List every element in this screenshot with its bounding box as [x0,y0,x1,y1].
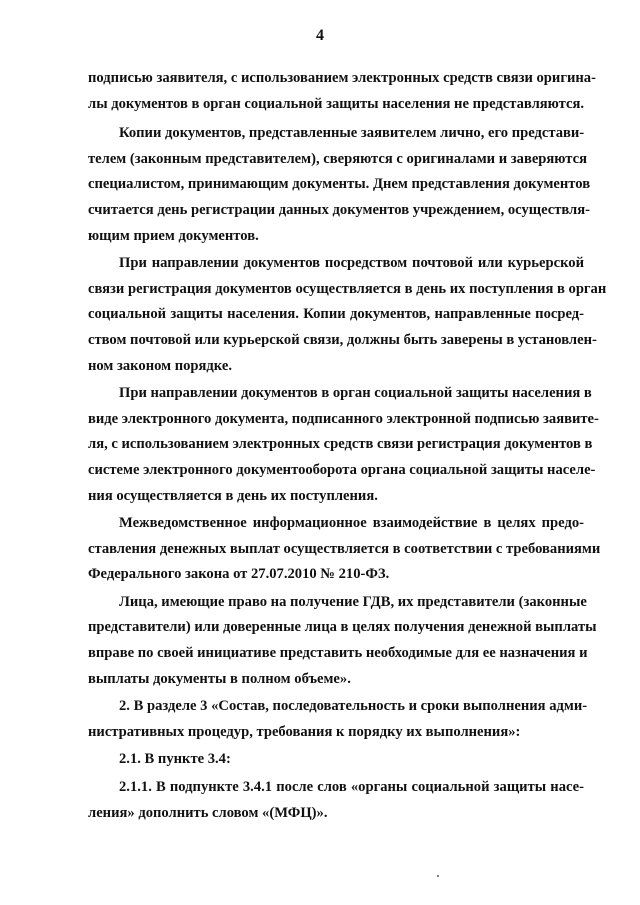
text-line: ством почтовой или курьерской связи, должны быть заверены в установлен- [88,331,597,348]
text-line: нистративных процедур, требования к порядку их выполнения»: [88,723,521,740]
page-number: 4 [316,27,324,44]
text-line: социальной защиты населения. Копии документов, направленные посред- [88,306,584,323]
text-line: системе электронного документооборота органа социальной защиты населе- [88,461,596,478]
text-line: лы документов в орган социальной защиты населения не представляются. [88,95,585,112]
text-line: ния осуществляется в день их поступления. [88,487,378,504]
text-line: ставления денежных выплат осуществляется в соответствии с требованиями [88,540,601,557]
text-line: телем (законным представителем), сверяются с оригиналами и заверяются [88,150,587,167]
text-line: При направлении документов в орган социальной защиты населения в [119,385,592,402]
text-line: считается день регистрации данных документов учреждением, осуществля- [88,201,591,218]
text-line: виде электронного документа, подписанного электронной подписью заявите- [88,410,599,427]
text-line: Лица, имеющие право на получение ГДВ, их представители (законные [119,593,587,610]
text-line: ном законом порядке. [88,357,232,374]
text-line: представители) или доверенные лица в целях получения денежной выплаты [88,619,597,636]
text-line: связи регистрация документов осуществляется в день их поступления в орган [88,280,607,297]
text-line: ления» дополнить словом «(МФЦ)». [88,804,328,821]
text-line: выплаты документы в полном объеме». [88,670,351,687]
text-line: подписью заявителя, с использованием электронных средств связи оригина- [88,70,596,86]
text-line: ля, с использованием электронных средств связи регистрация документов в [88,436,593,453]
text-line: 2.1.1. В подпункте 3.4.1 после слов «органы социальной защиты насе- [119,779,584,796]
text-line: ющим прием документов. [88,227,259,244]
text-line: Межведомственное информационное взаимодействие в целях предо- [119,515,584,532]
document-body [88,66,607,826]
scan-speck [437,875,439,877]
text-line: Федерального закона от 27.07.2010 № 210-ФЗ. [88,566,390,583]
text-line: 2.1. В пункте 3.4: [119,751,231,768]
text-line: Копии документов, представленные заявителем лично, его представи- [119,125,585,142]
text-line: вправе по своей инициативе представить необходимые для ее назначения и [88,645,588,662]
text-line: 2. В разделе 3 «Состав, последовательность и сроки выполнения адми- [119,698,588,715]
text-line: специалистом, принимающим документы. Днем представления документов [88,176,591,193]
text-line: При направлении документов посредством почтовой или курьерской [119,255,584,272]
